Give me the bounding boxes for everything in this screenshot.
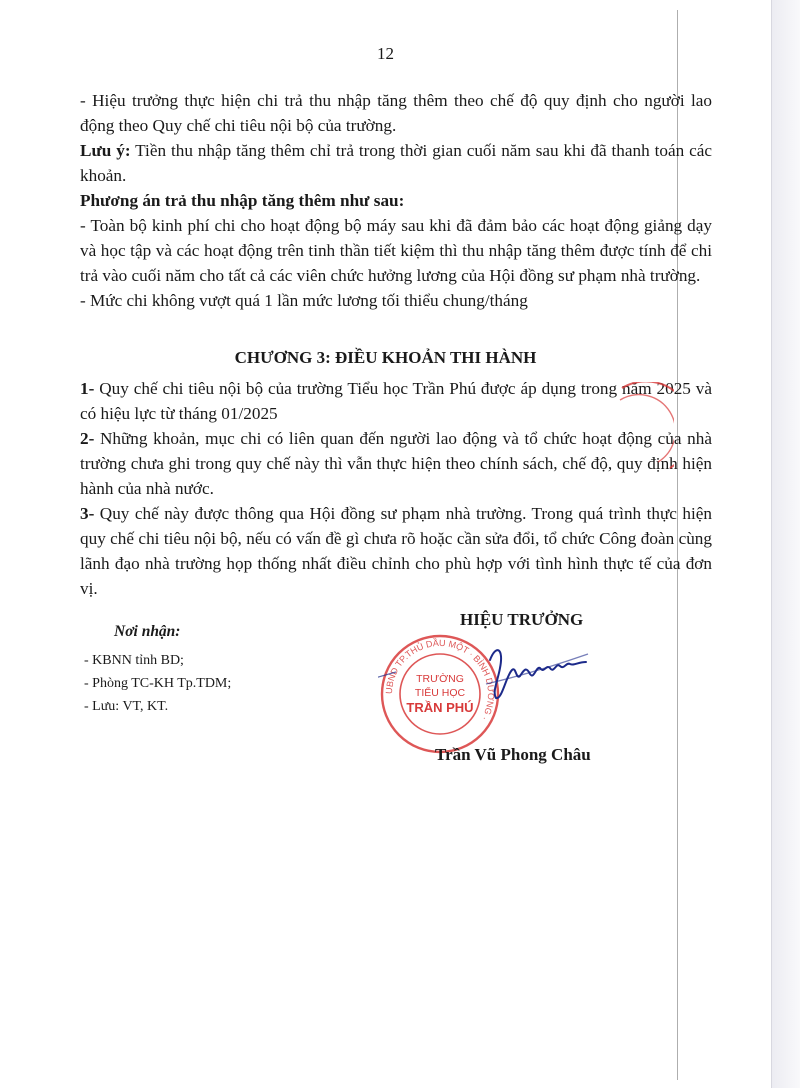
paragraph-budget: - Toàn bộ kinh phí chi cho hoạt động bộ máy sau khi đã đảm bảo các hoạt động giảng dạy và học tập và các hoạt động trên tinh thần tiết kiệm thì thu nhập tăng thêm được tính để chi trả vào cuối năm cho tất cả các viên chức hưởng lương của Hội đồng sư phạm nhà trường. bbox=[80, 216, 712, 285]
clause-2: 2- Những khoản, mục chi có liên quan đến người lao động và tổ chức hoạt động của nhà trường chưa ghi trong quy chế này thì vẫn thực hiện theo chính sách, chế độ, quy định hiện hành của nhà nước. bbox=[80, 429, 712, 498]
seal-ring-text: UBND TP.THỦ DẦU MỘT · BÌNH DƯƠNG · bbox=[383, 637, 497, 723]
signer-name: Trần Vũ Phong Châu bbox=[435, 745, 591, 764]
seal-line-2: TIỂU HỌC bbox=[414, 687, 466, 699]
plan-heading: Phương án trả thu nhập tăng thêm như sau: bbox=[80, 191, 405, 210]
seal-line-1: TRƯỜNG bbox=[416, 673, 464, 685]
scan-edge bbox=[772, 0, 800, 1088]
clause-1: 1- Quy chế chi tiêu nội bộ của trường Tiểu học Trần Phú được áp dụng trong năm 2025 và có hiệu lực từ tháng 01/2025 bbox=[80, 379, 712, 423]
page-number: 12 bbox=[377, 44, 394, 63]
recipient-item: - Phòng TC-KH Tp.TDM; bbox=[84, 676, 232, 691]
recipients-block bbox=[84, 620, 231, 718]
income-section bbox=[80, 88, 712, 313]
note-text: Tiền thu nhập tăng thêm chỉ trả trong thời gian cuối năm sau khi đã thanh toán các khoản. bbox=[80, 141, 712, 185]
chapter-title: CHƯƠNG 3: ĐIỀU KHOẢN THI HÀNH bbox=[234, 348, 537, 367]
recipients-list bbox=[84, 649, 231, 718]
paragraph-principal-pay: - Hiệu trưởng thực hiện chi trả thu nhập tăng thêm theo chế độ quy định cho người lao động theo Quy chế chi tiêu nội bộ của trường. bbox=[80, 91, 712, 135]
paragraph-note bbox=[80, 138, 712, 188]
seal-line-3: TRẦN PHÚ bbox=[406, 700, 474, 715]
recipient-item: - KBNN tỉnh BD; bbox=[84, 653, 184, 668]
recipients-title: Nơi nhận: bbox=[114, 623, 181, 640]
note-label: Lưu ý: bbox=[80, 141, 131, 160]
paragraph-limit: - Mức chi không vượt quá 1 lần mức lương tối thiểu chung/tháng bbox=[80, 291, 528, 310]
clause-3: 3- Quy chế này được thông qua Hội đồng sư phạm nhà trường. Trong quá trình thực hiện quy chế chi tiêu nội bộ, nếu có vấn đề gì chưa rõ hoặc cần sửa đổi, tổ chức Công đoàn cùng lãnh đạo nhà trường họp thống nhất điều chỉnh cho phù hợp với tình hình thực tế của đơn vị. bbox=[80, 504, 712, 598]
recipient-item: - Lưu: VT, KT. bbox=[84, 699, 169, 714]
partial-seal-stamp bbox=[618, 382, 674, 474]
signature-title: HIỆU TRƯỞNG bbox=[460, 610, 584, 629]
handwritten-signature bbox=[482, 640, 592, 710]
